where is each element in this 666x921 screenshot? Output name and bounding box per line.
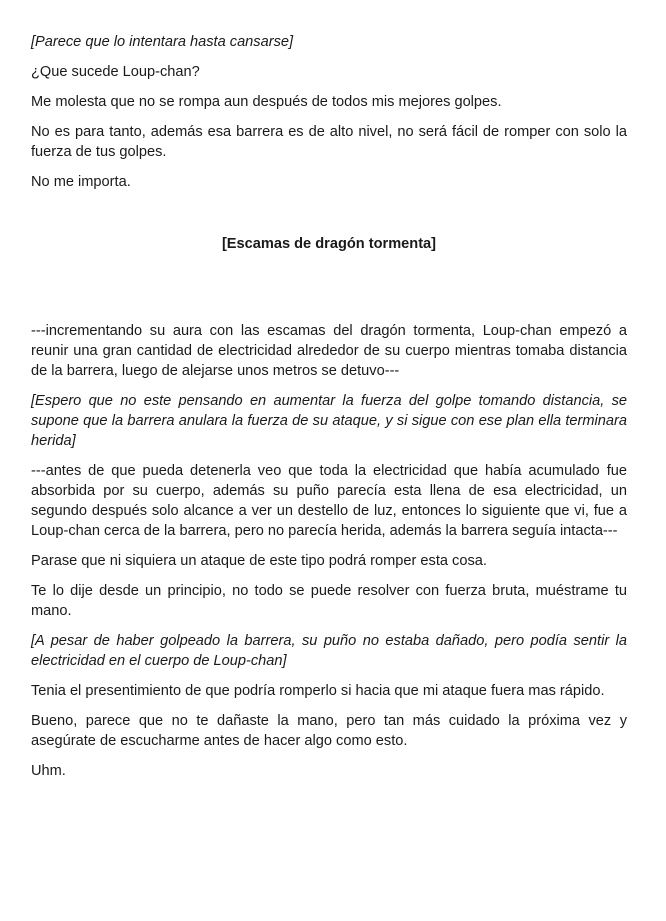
paragraph-narration-2: ---antes de que pueda detenerla veo que toda la electricidad que había acumulado fue absorbida por su cuerpo, además su puño parecía esta llena de esa electricidad, un segundo después solo alcance a ver un destello de luz, entonces lo siguiente que vi, fue a Loup-chan cerca de la barrera, pero no parecía herida, además la barrera seguía intacta--- bbox=[31, 463, 627, 539]
document-page bbox=[31, 32, 627, 791]
paragraph-dialogue-9: Uhm. bbox=[31, 763, 66, 779]
paragraph-dialogue-3: No es para tanto, además esa barrera es de alto nivel, no será fácil de romper con solo la fuerza de tus golpes. bbox=[31, 124, 627, 160]
paragraph-dialogue-4: No me importa. bbox=[31, 174, 131, 190]
paragraph-narration-1: ---incrementando su aura con las escamas del dragón tormenta, Loup-chan empezó a reunir una gran cantidad de electricidad alrededor de su cuerpo mientras tomaba distancia de la barrera, luego de alejarse unos metros se detuvo--- bbox=[31, 323, 627, 379]
paragraph-thought-3: [A pesar de haber golpeado la barrera, su puño no estaba dañado, pero podía sentir la electricidad en el cuerpo de Loup-chan] bbox=[31, 633, 627, 669]
heading-spacer bbox=[31, 254, 627, 321]
paragraph-thought-2: [Espero que no este pensando en aumentar la fuerza del golpe tomando distancia, se supone que la barrera anulara la fuerza de su ataque, y si sigue con ese plan ella terminara herida] bbox=[31, 393, 627, 449]
paragraph-dialogue-6: Te lo dije desde un principio, no todo se puede resolver con fuerza bruta, muéstrame tu mano. bbox=[31, 583, 627, 619]
paragraph-dialogue-1: ¿Que sucede Loup-chan? bbox=[31, 64, 200, 80]
paragraph-dialogue-7: Tenia el presentimiento de que podría romperlo si hacia que mi ataque fuera mas rápido. bbox=[31, 683, 605, 699]
paragraph-dialogue-5: Parase que ni siquiera un ataque de este tipo podrá romper esta cosa. bbox=[31, 553, 487, 569]
paragraph-dialogue-2: Me molesta que no se rompa aun después de todos mis mejores golpes. bbox=[31, 94, 502, 110]
section-heading: [Escamas de dragón tormenta] bbox=[221, 236, 437, 252]
paragraph-dialogue-8: Bueno, parece que no te dañaste la mano, pero tan más cuidado la próxima vez y asegúrate de escucharme antes de hacer algo como esto. bbox=[31, 713, 627, 749]
paragraph-thought-1: [Parece que lo intentara hasta cansarse] bbox=[31, 34, 294, 50]
